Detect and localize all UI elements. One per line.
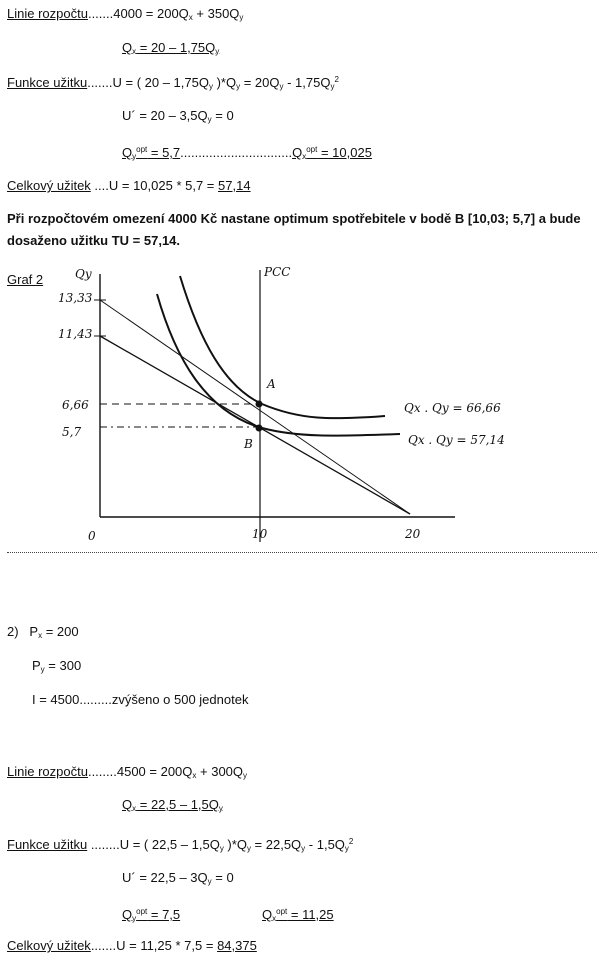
- total-value: 57,14: [218, 178, 251, 193]
- point-b: [256, 425, 263, 432]
- budget-line-2: Linie rozpočtu........4500 = $200Q_x + 300Q_y$: [7, 764, 248, 780]
- y-tick-11-43: 11,43: [58, 327, 93, 341]
- qx-opt: $Q_x^{opt} = 10,025$: [292, 145, 372, 161]
- budget-line-new: [100, 300, 410, 514]
- point-a: [256, 401, 263, 408]
- total-label-2: Celkový užitek: [7, 938, 91, 953]
- utility-function-2: Funkce užitku ........U = ( $22,5 - 1,5Q_y$ )$*Q_y = 22,5Q_y - 1,5Q_y^2$: [7, 837, 354, 853]
- optimum-values-1: $Q_y^{opt} = 5,7...............................Q_x^{opt} = 10,025$: [122, 145, 372, 161]
- curve-label-57-14: Qx . Qy = 57,14: [408, 433, 505, 447]
- total-utility-2: Celkový užitek.......U = 11,25 * 7,5 = 84,375: [7, 938, 257, 953]
- total-value-2: 84,375: [217, 938, 257, 953]
- y-tick-5-7: 5,7: [62, 425, 82, 439]
- qy-opt: $Q_y^{opt} = 5,7$: [122, 145, 181, 161]
- graph-label: Graf 2: [7, 272, 44, 287]
- utility-function-1: Funkce užitku.......U = ( $20 - 1,75Q_y$ )$*Q_y = 20Q_y - 1,75Q_y^2$: [7, 75, 339, 91]
- curve-label-66-66: Qx . Qy = 66,66: [404, 401, 501, 415]
- utility-label: Funkce užitku: [7, 75, 88, 90]
- optimum-values-2: [122, 904, 180, 927]
- point-b-label: B: [244, 437, 253, 451]
- income-line: I = 4500.........zvýšeno o 500 jednotek: [32, 692, 249, 707]
- total-label: Celkový užitek: [7, 178, 91, 193]
- y-tick-13-33: 13,33: [58, 291, 93, 305]
- budget-line-1: Linie rozpočtu.......4000 = $200Q_x + 350Q_y$: [7, 6, 244, 22]
- qy-opt-2: $Q_y^{opt} = 7,5$: [122, 907, 181, 923]
- x-tick-20: 20: [405, 527, 421, 541]
- total-utility-1: Celkový užitek ....U = 10,025 * 5,7 = 57,14: [7, 178, 251, 193]
- budget-label: Linie rozpočtu: [7, 6, 88, 21]
- separator-line: [7, 552, 597, 553]
- derivative-2: U´ = $22,5 - 3Q_y = 0$: [122, 870, 234, 886]
- px-line: 2) $P_x = 200$: [7, 624, 79, 640]
- pcc-label: PCC: [264, 265, 291, 279]
- y-axis-label: Qy: [75, 267, 92, 281]
- qx-equation-2: $Q_x = 22,5 - 1,5Q_y$: [122, 797, 223, 813]
- py-line: $P_y = 300$: [32, 658, 82, 674]
- derivative-1: U´ = $20 - 3,5Q_y = 0$: [122, 108, 234, 124]
- qx-equation-1: $Q_x = 20 - 1,75Q_y$: [122, 40, 220, 56]
- budget-label-2: Linie rozpočtu: [7, 764, 88, 779]
- utility-label-2: Funkce užitku: [7, 837, 88, 852]
- graph-2: [0, 262, 600, 552]
- conclusion: Při rozpočtovém omezení 4000 Kč nastane optimum spotřebitele v bodě B [10,03; 5,7] a bude dosaženo užitku TU = 57,14.: [7, 211, 581, 248]
- y-tick-6-66: 6,66: [62, 398, 89, 412]
- x-tick-0: 0: [88, 529, 96, 543]
- point-a-label: A: [267, 377, 276, 391]
- qx-opt-2: $Q_x^{opt} = 11,25$: [262, 907, 334, 923]
- x-tick-10: 10: [252, 527, 268, 541]
